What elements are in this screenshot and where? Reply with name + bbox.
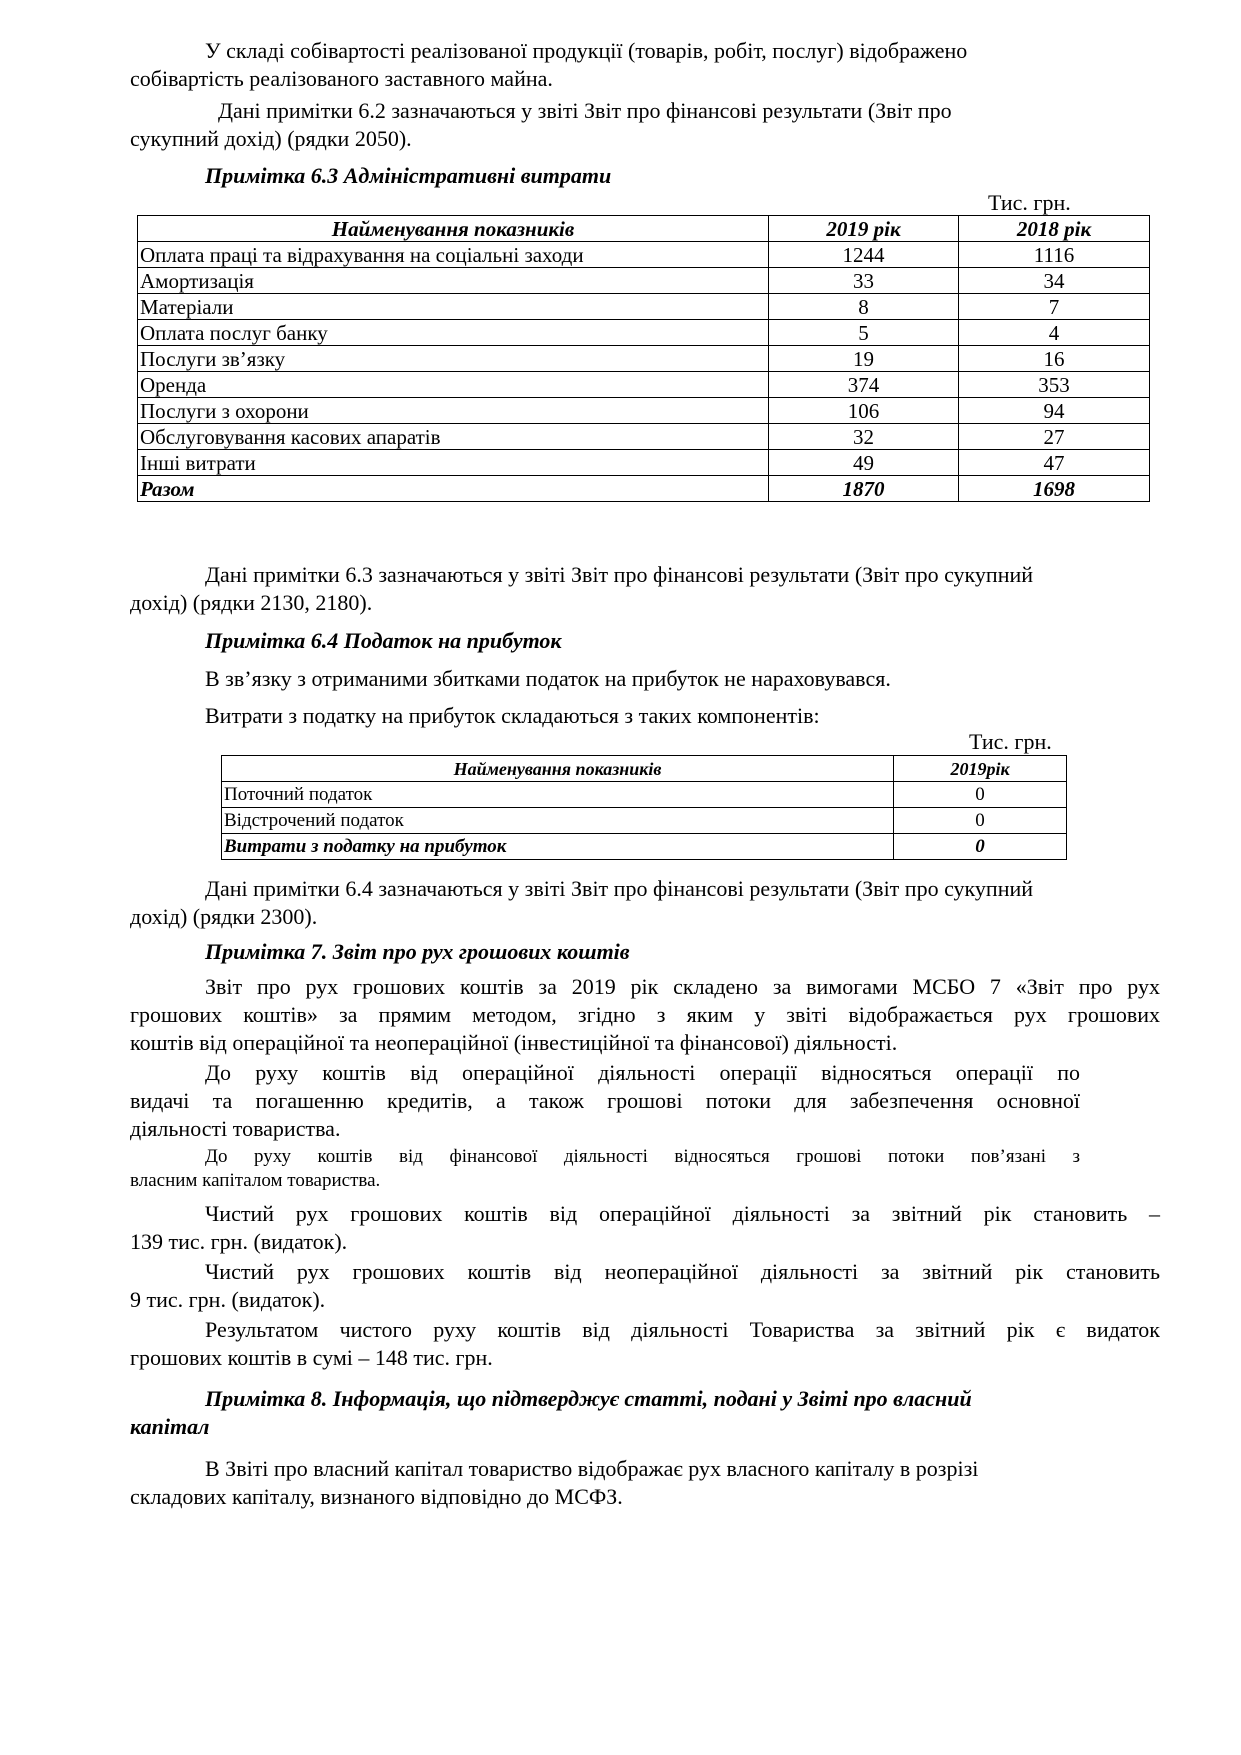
table-row: [138, 242, 1150, 268]
note7-p3-line: До руху коштів від фінансової діяльності відносяться грошові потоки пов’язані з: [205, 1146, 1080, 1167]
note62-line: сукупний дохід) (рядки 2050).: [130, 126, 412, 151]
note7-p5-line: Чистий рух грошових коштів від неопераційної діяльності за звітний рік становить: [205, 1259, 1160, 1284]
note64-unit: Тис. грн.: [969, 729, 1052, 754]
note64-paragraph-1: В зв’язку з отриманими збитками податок на прибуток не нараховувався.: [205, 666, 891, 691]
row-2018: 1116: [959, 242, 1150, 268]
table-total-row: [222, 834, 1067, 860]
intro-line: собівартість реалізованого заставного майна.: [130, 66, 553, 91]
row-name: Відстрочений податок: [222, 808, 894, 834]
row-2018: 34: [959, 268, 1150, 294]
row-2019: 106: [769, 398, 959, 424]
note7-p4-line: 139 тис. грн. (видаток).: [130, 1229, 348, 1254]
total-name: Витрати з податку на прибуток: [222, 834, 894, 860]
note7-p2-line: До руху коштів від операційної діяльності операції відносяться операції по: [205, 1060, 1080, 1085]
total-2018: 1698: [959, 476, 1150, 502]
table-header-row: [222, 756, 1067, 782]
note63-reference-line: Дані примітки 6.3 зазначаються у звіті Звіт про фінансові результати (Звіт про сукупний: [205, 562, 1034, 587]
note8-heading-line: капітал: [130, 1414, 210, 1439]
total-name: Разом: [138, 476, 769, 502]
row-value: 0: [894, 808, 1067, 834]
note64-reference-line: Дані примітки 6.4 зазначаються у звіті Звіт про фінансові результати (Звіт про сукупний: [205, 876, 1034, 901]
note7-paragraph-1: [130, 973, 1160, 1057]
row-2019: 49: [769, 450, 959, 476]
row-name: Оплата послуг банку: [138, 320, 769, 346]
note7-paragraph-4: [130, 1200, 1160, 1256]
row-name: Інші витрати: [138, 450, 769, 476]
table-row: [138, 450, 1150, 476]
row-name: Поточний податок: [222, 782, 894, 808]
note7-p2-line: діяльності товариства.: [130, 1116, 341, 1141]
table-row: [222, 782, 1067, 808]
table-row: [138, 268, 1150, 294]
note62-paragraph: [130, 97, 1070, 153]
row-2018: 353: [959, 372, 1150, 398]
note63-unit: Тис. грн.: [988, 190, 1071, 215]
table-row: [138, 372, 1150, 398]
row-2019: 374: [769, 372, 959, 398]
row-2018: 94: [959, 398, 1150, 424]
intro-paragraph: [130, 37, 1070, 93]
row-value: 0: [894, 782, 1067, 808]
header-2018: 2018 рік: [959, 216, 1150, 242]
row-2018: 4: [959, 320, 1150, 346]
note63-heading: Примітка 6.3 Адміністративні витрати: [205, 163, 612, 188]
note64-heading: Примітка 6.4 Податок на прибуток: [205, 628, 562, 653]
note7-paragraph-3: [130, 1145, 1080, 1193]
header-2019: 2019 рік: [769, 216, 959, 242]
row-2019: 5: [769, 320, 959, 346]
note8-heading-line: Примітка 8. Інформація, що підтверджує статті, подані у Звіті про власний: [205, 1386, 972, 1411]
table-row: [138, 294, 1150, 320]
row-2018: 16: [959, 346, 1150, 372]
table-row: [222, 808, 1067, 834]
total-value: 0: [894, 834, 1067, 860]
row-name: Послуги з охорони: [138, 398, 769, 424]
total-2019: 1870: [769, 476, 959, 502]
row-name: Оренда: [138, 372, 769, 398]
note7-p5-line: 9 тис. грн. (видаток).: [130, 1287, 326, 1312]
note64-reference-line: дохід) (рядки 2300).: [130, 904, 318, 929]
table-row: [138, 424, 1150, 450]
header-name: Найменування показників: [222, 756, 894, 782]
note7-p4-line: Чистий рух грошових коштів від операційної діяльності за звітний рік становить –: [205, 1201, 1160, 1226]
note7-p2-line: видачі та погашенню кредитів, а також грошові потоки для забезпечення основної: [130, 1088, 1080, 1113]
row-name: Послуги зв’язку: [138, 346, 769, 372]
note7-paragraph-6: [130, 1316, 1160, 1372]
row-2018: 47: [959, 450, 1150, 476]
row-name: Обслуговування касових апаратів: [138, 424, 769, 450]
note7-p6-line: грошових коштів в сумі – 148 тис. грн.: [130, 1345, 493, 1370]
note7-p1-line: Звіт про рух грошових коштів за 2019 рік складено за вимогами МСБО 7 «Звіт про рух: [205, 974, 1160, 999]
note8-heading: [130, 1385, 1130, 1441]
row-2019: 19: [769, 346, 959, 372]
table-row: [138, 398, 1150, 424]
note64-paragraph-2: Витрати з податку на прибуток складаються з таких компонентів:: [205, 703, 820, 728]
note7-p3-line: власним капіталом товариства.: [130, 1170, 381, 1191]
table-row: [138, 320, 1150, 346]
note7-paragraph-5: [130, 1258, 1160, 1314]
note63-reference: [130, 561, 1150, 617]
admin-expenses-table: [137, 215, 1150, 502]
income-tax-table: [221, 755, 1067, 860]
note8-paragraph-1: [130, 1455, 1130, 1511]
row-2019: 33: [769, 268, 959, 294]
note7-p6-line: Результатом чистого руху коштів від діяльності Товариства за звітний рік є видаток: [205, 1317, 1160, 1342]
table-header-row: [138, 216, 1150, 242]
note62-line: Дані примітки 6.2 зазначаються у звіті Звіт про фінансові результати (Звіт про: [218, 98, 952, 123]
note7-p1-line: грошових коштів» за прямим методом, згідно з яким у звіті відображається рух грошових: [130, 1002, 1160, 1027]
note63-reference-line: дохід) (рядки 2130, 2180).: [130, 590, 373, 615]
header-2019: 2019рік: [894, 756, 1067, 782]
row-name: Оплата праці та відрахування на соціальні заходи: [138, 242, 769, 268]
table-row: [138, 346, 1150, 372]
row-name: Матеріали: [138, 294, 769, 320]
row-2019: 32: [769, 424, 959, 450]
table-total-row: [138, 476, 1150, 502]
note8-p1-line: складових капіталу, визнаного відповідно до МСФЗ.: [130, 1484, 623, 1509]
note7-paragraph-2: [130, 1059, 1080, 1143]
header-name: Найменування показників: [138, 216, 769, 242]
row-2018: 7: [959, 294, 1150, 320]
note7-heading: Примітка 7. Звіт про рух грошових коштів: [205, 939, 630, 964]
row-2019: 1244: [769, 242, 959, 268]
intro-line: У складі собівартості реалізованої продукції (товарів, робіт, послуг) відображено: [205, 38, 968, 63]
row-2019: 8: [769, 294, 959, 320]
note8-p1-line: В Звіті про власний капітал товариство відображає рух власного капіталу в розрізі: [205, 1456, 979, 1481]
note64-reference: [130, 875, 1160, 931]
row-2018: 27: [959, 424, 1150, 450]
note7-p1-line: коштів від операційної та неопераційної (інвестиційної та фінансової) діяльності.: [130, 1030, 898, 1055]
row-name: Амортизація: [138, 268, 769, 294]
